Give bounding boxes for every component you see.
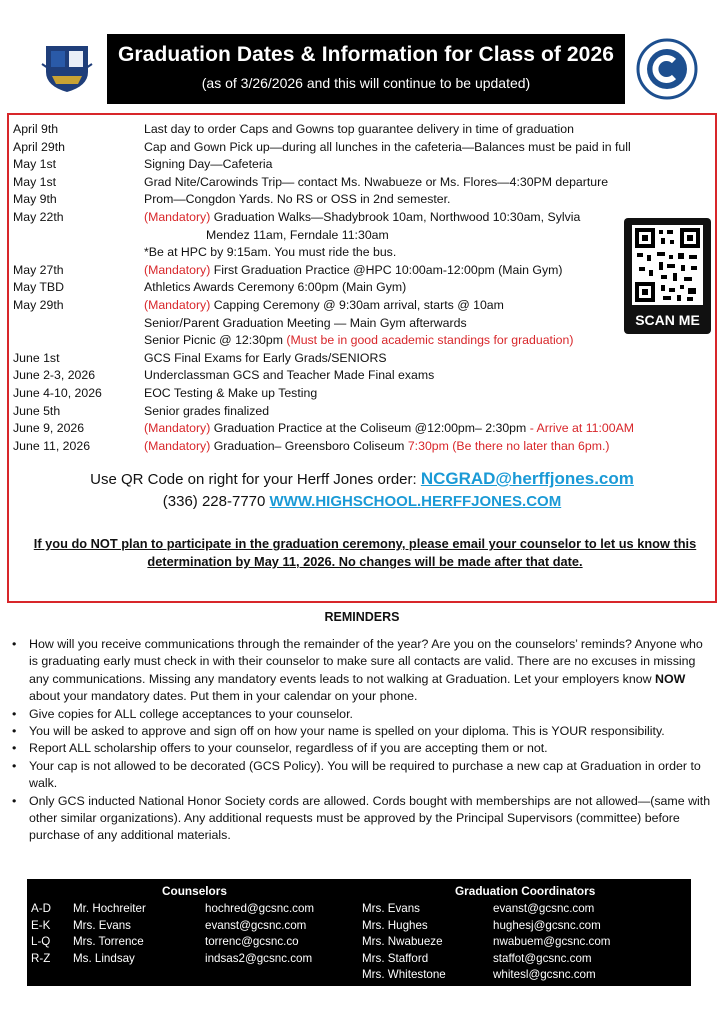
order-info: [0, 469, 724, 489]
schedule-row: [13, 174, 633, 192]
header-banner: [107, 34, 625, 104]
schedule-row: [13, 438, 633, 456]
coordinator-row: [27, 918, 691, 934]
schedule-date: June 11, 2026: [13, 438, 91, 453]
schedule-row: [13, 244, 633, 262]
coordinator-name: Mrs. Evans: [362, 902, 420, 915]
counselor-email[interactable]: indsas2@gcsnc.com: [205, 951, 313, 965]
schedule-date: May 27th: [13, 262, 64, 277]
schedule-row: [13, 385, 633, 403]
contacts-footer: [27, 879, 691, 986]
reminder-text: Only GCS inducted National Honor Society cords are allowed. Cords bought with memberships are not allowed—(same with other similar organizations). Any additional requests must be approved by the Principal Supervisors (committee) before purchase of any additional materials.: [29, 793, 711, 843]
reminder-text: about your mandatory dates. Put them in your calendar on your phone.: [29, 689, 418, 704]
schedule-event: [144, 121, 633, 139]
schedule-date: June 9, 2026: [13, 421, 85, 436]
schedule-row: [13, 227, 633, 245]
schedule-list: [13, 121, 633, 455]
mandatory-tag: (Mandatory): [144, 297, 211, 312]
coordinator-row: [27, 951, 691, 967]
schedule-event: [144, 420, 634, 438]
reminder-emphasis: NOW: [655, 671, 686, 686]
herff-jones-email-link[interactable]: NCGRAD@herffjones.com: [420, 469, 634, 488]
reminder-item: [12, 723, 712, 740]
schedule-row: [13, 139, 633, 157]
counselor-email[interactable]: torrenc@gcsnc.co: [205, 935, 299, 948]
schedule-event: [144, 315, 633, 333]
qr-code-icon[interactable]: [624, 218, 711, 334]
schedule-date: April 29th: [13, 139, 65, 154]
event-text: Cap and Gown Pick up—during all lunches in the cafeteria—Balances must be paid in full: [144, 139, 631, 154]
schedule-event: [144, 191, 633, 209]
order-text: Use QR Code on right for your Herff Jones order:: [90, 471, 421, 488]
reminder-text: Your cap is not allowed to be decorated (GCS Policy). You will be required to purchase a new cap at Graduation in order to walk.: [29, 758, 701, 791]
schedule-date: May TBD: [13, 280, 65, 295]
schedule-date: June 4-10, 2026: [13, 385, 102, 400]
schedule-row: [13, 279, 633, 297]
counselor-name: Mrs. Evans: [73, 918, 131, 932]
schedule-event: [144, 403, 633, 421]
schedule-event: [144, 227, 633, 245]
coordinator-name: Mrs. Hughes: [362, 918, 428, 932]
schedule-event: [144, 139, 633, 157]
mandatory-tag: (Mandatory): [144, 421, 211, 436]
event-text: EOC Testing & Make up Testing: [144, 385, 318, 400]
event-text: Last day to order Caps and Gowns top guarantee delivery in time of graduation: [144, 122, 574, 136]
event-text: Senior grades finalized: [144, 403, 270, 418]
event-text: Senior Picnic @ 12:30pm: [144, 333, 287, 348]
counselor-group: R-Z: [31, 951, 51, 965]
coordinator-row: [27, 967, 691, 983]
counselor-group: L-Q: [31, 935, 51, 948]
mandatory-tag: (Mandatory): [144, 209, 211, 224]
reminder-item: [12, 740, 712, 757]
high-point-central-bison-logo: [636, 38, 698, 100]
schedule-event: [144, 262, 633, 280]
counselor-name: Ms. Lindsay: [73, 951, 135, 965]
schedule-date: May 29th: [13, 297, 64, 312]
schedule-date: May 1st: [13, 174, 57, 189]
schedule-row: [13, 332, 633, 350]
schedule-row: [13, 403, 633, 421]
event-text: Underclassman GCS and Teacher Made Final exams: [144, 368, 435, 383]
event-text: Grad Nite/Carowinds Trip— contact Ms. Nwabueze or Ms. Flores—4:30PM departure: [144, 174, 609, 189]
schedule-event: [144, 350, 633, 368]
schedule-event: [144, 156, 633, 174]
schedule-event: [144, 438, 633, 456]
page-title: Graduation Dates & Information for Class of 2026: [117, 43, 615, 66]
schedule-row: [13, 315, 633, 333]
schedule-row: [13, 191, 633, 209]
counselor-group: A-D: [31, 902, 51, 915]
schedule-event: [144, 244, 633, 262]
schedule-date: June 1st: [13, 350, 60, 365]
reminder-item: [12, 758, 712, 793]
schedule-date: [13, 227, 144, 245]
counselor-email[interactable]: evanst@gcsnc.com: [205, 918, 307, 932]
coordinator-email[interactable]: evanst@gcsnc.com: [493, 902, 595, 915]
mandatory-tag: (Mandatory): [144, 438, 211, 453]
event-text: Graduation Practice at the Coliseum @12:00pm– 2:30pm: [210, 421, 530, 436]
event-note: (Must be in good academic standings for graduation): [286, 333, 574, 348]
event-text: GCS Final Exams for Early Grads/SENIORS: [144, 350, 387, 365]
coordinator-name: Mrs. Whitestone: [362, 968, 446, 981]
reminder-item: [12, 706, 712, 723]
coordinator-name: Mrs. Stafford: [362, 951, 429, 965]
order-contact: [0, 493, 724, 510]
reminder-text: Report ALL scholarship offers to your counselor, regardless of if you are accepting them or not.: [29, 741, 548, 756]
schedule-date: May 9th: [13, 192, 57, 207]
counselors-heading: Counselors: [162, 884, 227, 898]
event-text: Senior/Parent Graduation Meeting — Main Gym afterwards: [144, 315, 467, 330]
event-text: First Graduation Practice @HPC 10:00am-12:00pm (Main Gym): [210, 262, 563, 277]
coordinator-email[interactable]: nwabuem@gcsnc.com: [493, 935, 611, 948]
counselor-name: Mr. Hochreiter: [73, 902, 146, 915]
school-crest-logo: [38, 42, 96, 94]
order-phone: (336) 228-7770: [162, 493, 270, 510]
schedule-row: [13, 121, 633, 139]
schedule-date: May 1st: [13, 157, 57, 172]
event-text: Prom—Congdon Yards. No RS or OSS in 2nd semester.: [144, 192, 451, 207]
schedule-date: June 2-3, 2026: [13, 368, 96, 383]
reminder-text: You will be asked to approve and sign off on how your name is spelled on your diploma. This is YOUR responsibility.: [29, 724, 665, 739]
event-note: - Arrive at 11:00AM: [529, 421, 635, 436]
scan-me-label: SCAN ME: [635, 312, 700, 328]
mandatory-tag: (Mandatory): [144, 262, 211, 277]
schedule-event: [144, 297, 633, 315]
reminder-item: [12, 793, 712, 845]
coordinator-name: Mrs. Nwabueze: [362, 935, 443, 948]
counselor-group: E-K: [31, 918, 51, 932]
coordinators-heading: Graduation Coordinators: [455, 884, 596, 898]
event-note: 7:30pm (Be there no later than 6pm.): [407, 438, 610, 453]
schedule-row: [13, 209, 633, 227]
participation-notice: If you do NOT plan to participate in the graduation ceremony, please email your counselor to let us know this determination by May 11, 2026. No changes will be made after that date.: [33, 536, 697, 569]
schedule-row: [13, 297, 633, 315]
event-text: Signing Day—Cafeteria: [144, 157, 273, 172]
coordinator-email[interactable]: whitesl@gcsnc.com: [493, 968, 596, 981]
schedule-event: [144, 332, 633, 350]
event-text: Graduation Walks—Shadybrook 10am, Northwood 10:30am, Sylvia: [210, 209, 581, 224]
schedule-event: [144, 209, 633, 227]
coordinator-row: [27, 934, 691, 950]
event-text: Graduation– Greensboro Coliseum: [210, 438, 408, 453]
schedule-event: [144, 279, 633, 297]
schedule-date: June 5th: [13, 403, 61, 418]
schedule-event: [144, 385, 633, 403]
counselor-email[interactable]: hochred@gcsnc.com: [205, 902, 315, 915]
reminder-text: Give copies for ALL college acceptances to your counselor.: [29, 706, 353, 721]
page-subtitle: (as of 3/26/2026 and this will continue to be updated): [201, 75, 531, 91]
coordinator-row: [27, 901, 691, 917]
schedule-row: [13, 262, 633, 280]
coordinator-email[interactable]: hughesj@gcsnc.com: [493, 918, 601, 932]
herff-jones-website-link[interactable]: WWW.HIGHSCHOOL.HERFFJONES.COM: [269, 493, 562, 510]
schedule-date: [13, 315, 144, 333]
reminder-text: How will you receive communications through the remainder of the year? Are you on the counselors’ reminds? Anyone who is graduating early must check in with their counselor to make sure all contacts are valid. There are no excuses in missing any communications. Missing any mandatory events leads to not walking at Graduation. Let your employers know: [29, 637, 703, 686]
schedule-row: [13, 367, 633, 385]
schedule-date: May 22th: [13, 209, 64, 224]
coordinator-email[interactable]: staffot@gcsnc.com: [493, 951, 592, 965]
schedule-row: [13, 420, 633, 438]
schedule-row: [13, 156, 633, 174]
schedule-event: [144, 367, 633, 385]
schedule-date: April 9th: [13, 122, 59, 136]
event-text: *Be at HPC by 9:15am. You must ride the bus.: [144, 245, 397, 260]
schedule-date: [13, 332, 144, 350]
event-text: Mendez 11am, Ferndale 11:30am: [206, 227, 389, 242]
event-text: Athletics Awards Ceremony 6:00pm (Main Gym): [144, 280, 407, 295]
schedule-date: [13, 244, 144, 262]
reminders-title: REMINDERS: [324, 610, 400, 624]
event-text: Capping Ceremony @ 9:30am arrival, starts @ 10am: [210, 297, 504, 312]
schedule-event: [144, 174, 633, 192]
reminder-item: [12, 636, 712, 706]
reminders-list: [12, 636, 712, 845]
counselor-name: Mrs. Torrence: [73, 935, 144, 948]
schedule-row: [13, 350, 633, 368]
